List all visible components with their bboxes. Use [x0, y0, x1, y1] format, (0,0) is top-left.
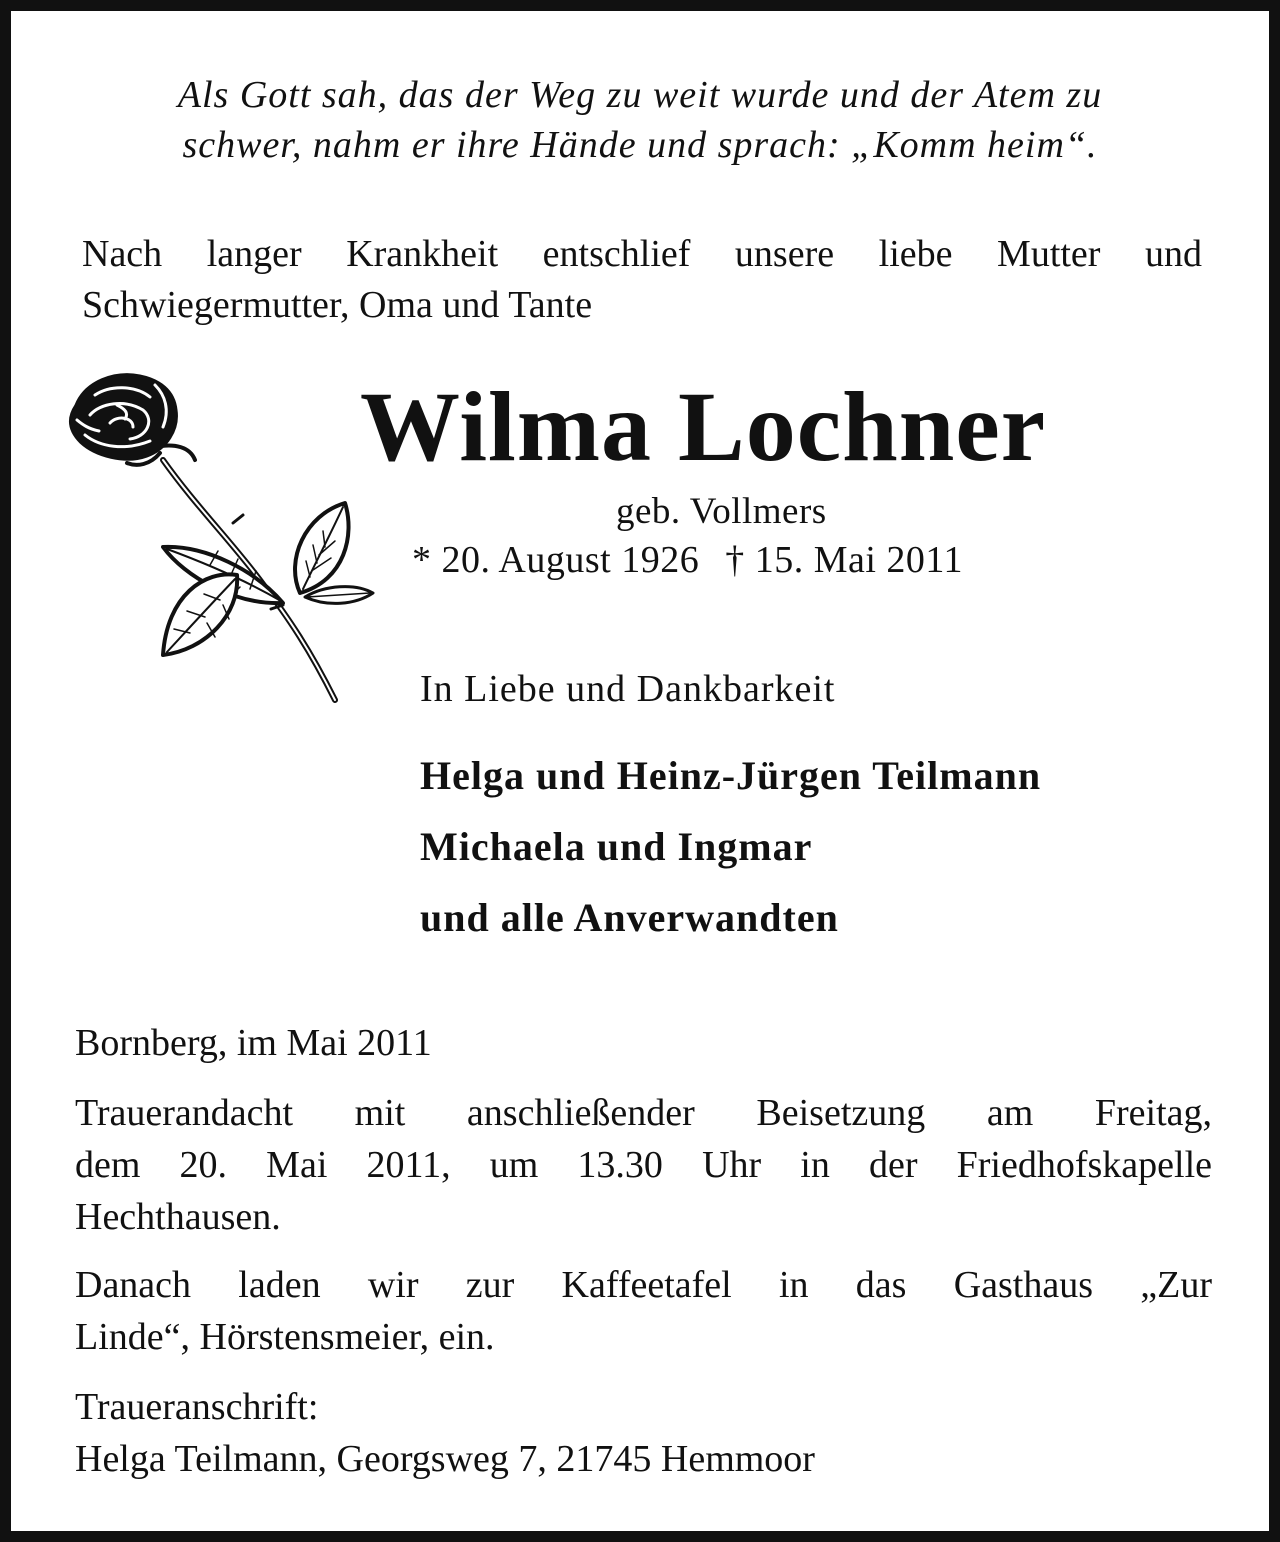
address-label: Traueranschrift: [75, 1386, 319, 1428]
service-line-1: Trauerandacht mit anschließender Beisetzung am Freitag, [75, 1092, 1212, 1134]
place-date: Bornberg, im Mai 2011 [75, 1022, 432, 1064]
quote-line-1: Als Gott sah, das der Weg zu weit wurde und der Atem zu [177, 74, 1103, 116]
address-value: Helga Teilmann, Georgsweg 7, 21745 Hemmoor [75, 1438, 815, 1480]
service-line-3: Hechthausen. [75, 1196, 281, 1238]
love-phrase: In Liebe und Dankbarkeit [420, 668, 836, 710]
intro-line-2: Schwiegermutter, Oma und Tante [82, 284, 593, 326]
death-date: † 15. Mai 2011 [725, 539, 964, 581]
birth-name: geb. Vollmers [616, 491, 827, 532]
mourner-line-1: Helga und Heinz-Jürgen Teilmann [420, 753, 1042, 798]
mourner-line-3: und alle Anverwandten [420, 895, 839, 940]
quote-line-2: schwer, nahm er ihre Hände und sprach: „Komm heim“. [182, 124, 1098, 166]
life-dates [412, 538, 963, 582]
decedent-name: Wilma Lochner [360, 371, 1047, 482]
reception-line-1: Danach laden wir zur Kaffeetafel in das Gasthaus „Zur [75, 1264, 1212, 1306]
service-line-2: dem 20. Mai 2011, um 13.30 Uhr in der Friedhofskapelle [75, 1144, 1212, 1186]
reception-line-2: Linde“, Hörstensmeier, ein. [75, 1316, 495, 1358]
mourner-line-2: Michaela und Ingmar [420, 824, 813, 869]
rose-icon [55, 365, 385, 710]
intro-line-1: Nach langer Krankheit entschlief unsere liebe Mutter und [82, 233, 1202, 275]
birth-date: * 20. August 1926 [412, 539, 700, 581]
